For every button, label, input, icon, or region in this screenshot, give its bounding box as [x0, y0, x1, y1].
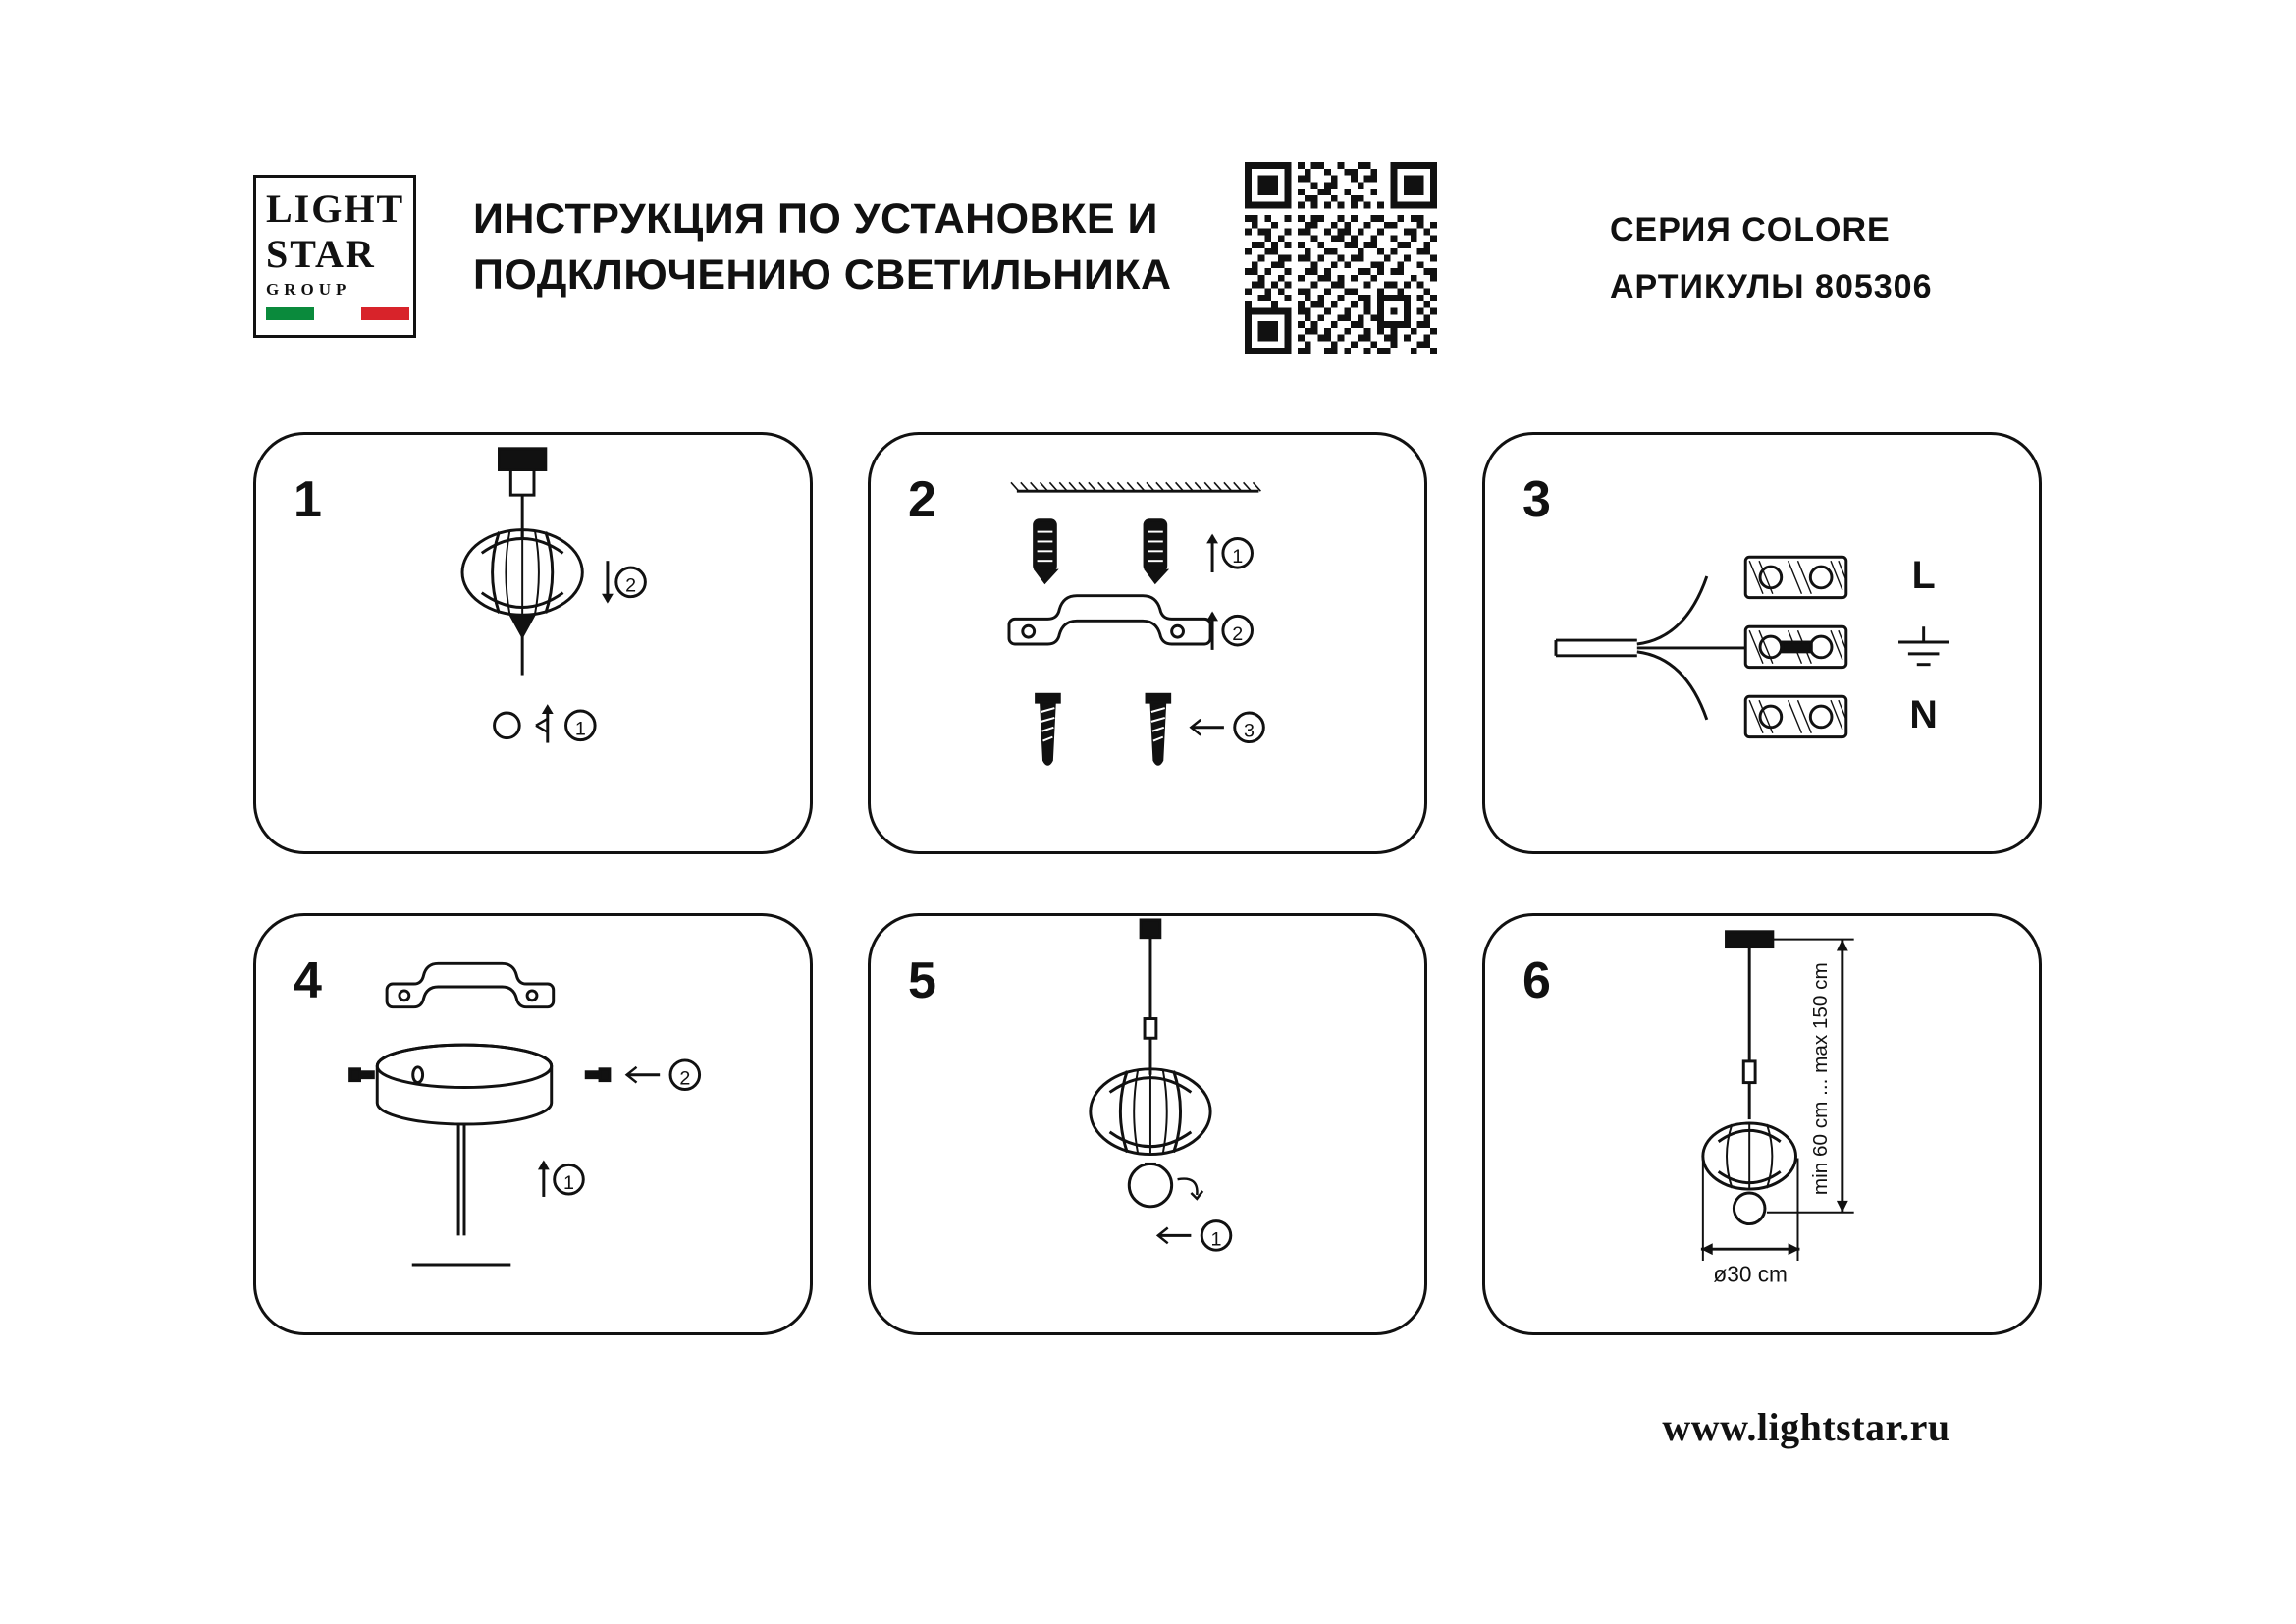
step-6-height-label: min 60 cm ... max 150 cm [1809, 962, 1833, 1196]
qr-code-icon [1245, 162, 1437, 354]
step-2-dowels-bracket-screws [868, 432, 1427, 854]
step-6-diameter-label: ø30 cm [1713, 1261, 1788, 1287]
step-4-number: 4 [294, 952, 322, 1009]
step-5-illustration [871, 916, 1424, 1332]
step-2-callout-1: 1 [1232, 546, 1244, 568]
step-5-number: 5 [908, 952, 936, 1009]
step-3-label-N: N [1909, 692, 1938, 736]
step-1-illustration [256, 435, 810, 851]
logo-text-group: GROUP [266, 280, 351, 298]
step-2-illustration [871, 435, 1424, 851]
step-5-callout-1: 1 [1210, 1228, 1222, 1251]
product-info [1610, 201, 2199, 315]
step-2-callout-3: 3 [1244, 720, 1255, 742]
page-title [473, 191, 1249, 303]
italian-flag-icon [266, 307, 409, 320]
step-2-callout-2: 2 [1232, 623, 1244, 646]
step-1-number: 1 [294, 471, 322, 528]
article-label: АРТИКУЛЫ 805306 [1610, 268, 1933, 305]
step-3-illustration [1485, 435, 2039, 851]
step-1-callout-2: 2 [625, 574, 637, 597]
step-1-callout-1: 1 [574, 718, 586, 740]
logo-text-light: LIGHT [266, 187, 405, 231]
step-4-callout-2: 2 [679, 1067, 691, 1090]
step-3-terminal-block-wiring [1482, 432, 2042, 854]
step-6-illustration [1485, 916, 2039, 1332]
footer-website-url[interactable]: www.lightstar.ru [1662, 1405, 1950, 1449]
page-title-line-1: ИНСТРУКЦИЯ ПО УСТАНОВКЕ И [473, 195, 1158, 243]
step-3-number: 3 [1522, 471, 1551, 528]
brand-logo [253, 175, 416, 338]
step-6-number: 6 [1522, 952, 1551, 1009]
step-4-illustration [256, 916, 810, 1332]
step-5-install-bulb [868, 913, 1427, 1335]
step-4-callout-1: 1 [562, 1172, 574, 1195]
series-label: СЕРИЯ COLORE [1610, 211, 1891, 248]
step-1-unpack-lamp [253, 432, 813, 854]
document-header [0, 0, 2296, 353]
logo-text-star: STAR [266, 232, 376, 276]
step-2-number: 2 [908, 471, 936, 528]
step-6-dimensions [1482, 913, 2042, 1335]
step-3-label-L: L [1911, 553, 1936, 597]
page-title-line-2: ПОДКЛЮЧЕНИЮ СВЕТИЛЬНИКА [473, 251, 1172, 298]
step-4-mount-canopy [253, 913, 813, 1335]
